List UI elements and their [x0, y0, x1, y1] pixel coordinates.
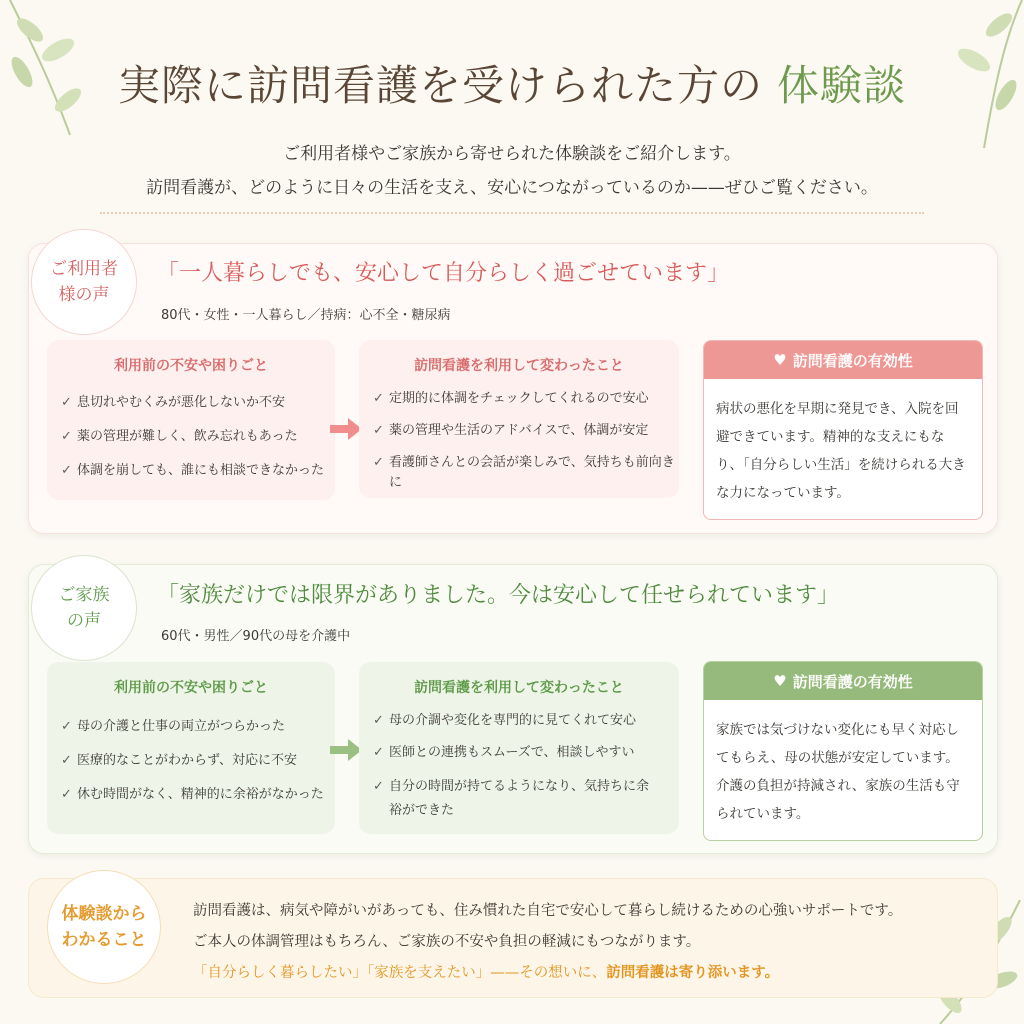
check-icon: ✓: [373, 423, 384, 438]
user-meta: 80代・女性・一人暮らし／持病：心不全・糖尿病: [161, 308, 451, 323]
family-before-box: [47, 662, 335, 834]
family-voice-badge: [31, 555, 137, 661]
title-main: 実際に訪問看護を受けられた方の: [117, 61, 763, 110]
title-accent: 体験談: [777, 61, 907, 110]
user-badge-line-1: ご利用者: [50, 259, 118, 279]
family-before-title: 利用前の不安や困りごと: [114, 680, 268, 696]
family-meta: 60代・男性／90代の母を介護中: [161, 629, 351, 644]
user-after-title: 訪問看護を利用して変わったこと: [414, 358, 624, 374]
check-icon: ✓: [373, 713, 384, 728]
user-effect-header: [704, 341, 982, 379]
intro-line-2: 訪問看護が、どのように日々の生活を支え、安心につながっているのか——ぜひご覧ください。: [146, 178, 878, 198]
summary-line-3-a: 「自分らしく暮らしたい」「家族を支えたい」——その想いに、: [193, 965, 607, 981]
family-after-box: [359, 662, 679, 834]
list-item: ✓ 自分の時間が持てるようになり、気持ちに余裕ができた: [373, 775, 679, 823]
family-badge-line-2: の声: [67, 611, 101, 631]
family-quote: 「家族だけでは限界がありました。今は安心して任せられています」: [157, 583, 840, 608]
check-icon: ✓: [61, 753, 72, 768]
check-icon: ✓: [61, 719, 72, 734]
list-item: ✓ 薬の管理や生活のアドバイスで、体調が安定: [373, 421, 679, 441]
list-item: ✓ 休む時間がなく、精神的に余裕がなかった: [61, 785, 335, 805]
family-after-title: 訪問看護を利用して変わったこと: [414, 680, 624, 696]
check-icon: ✓: [373, 745, 384, 760]
check-icon: ✓: [61, 429, 72, 444]
page-title: [0, 58, 1024, 114]
check-icon: ✓: [61, 395, 72, 410]
check-icon: ✓: [61, 463, 72, 478]
user-effect-text: 病状の悪化を早期に発見でき、入院を回避できています。精神的な支えにもなり、「自分らしい生活」を続けられる大きな力になっています。: [716, 401, 966, 501]
family-effect-text: 家族では気づけない変化にも早く対応してもらえ、母の状態が安定しています。介護の負担が持減され、家族の生活も守られています。: [716, 722, 960, 822]
list-item: ✓ 看護師さんとの会話が楽しみで、気持ちも前向きに: [373, 455, 675, 490]
user-before-title: 利用前の不安や困りごと: [114, 358, 268, 374]
heart-icon: ♥: [773, 351, 787, 369]
heart-icon: ♥: [773, 672, 787, 690]
user-effect-title: 訪問看護の有効性: [792, 351, 913, 370]
list-item: ✓ 母の介調や変化を専門的に見てくれて安心: [373, 711, 679, 731]
user-badge-line-2: 様の声: [58, 285, 110, 305]
divider: [100, 212, 924, 214]
summary-badge-line-1: 体験談から: [61, 904, 147, 924]
family-badge-line-1: ご家族: [58, 585, 110, 605]
arrow-right-icon: [330, 739, 362, 761]
family-effect-header: [704, 662, 982, 700]
summary-text: [193, 896, 902, 989]
family-effect-title: 訪問看護の有効性: [792, 672, 913, 691]
check-icon: ✓: [373, 391, 384, 406]
summary-line-3: [193, 958, 902, 989]
summary-line-3-b: 訪問看護は寄り添います。: [606, 965, 780, 981]
list-item: ✓ 息切れやむくみが悪化しないか不安: [61, 393, 335, 413]
list-item: ✓ 薬の管理が難しく、飲み忘れもあった: [61, 427, 335, 447]
arrow-right-icon: [330, 418, 362, 440]
user-after-box: [359, 340, 679, 498]
summary-line-2: ご本人の体調管理はもちろん、ご家族の不安や負担の軽減にもつながります。: [193, 934, 701, 950]
list-item: ✓ 定期的に体調をチェックしてくれるので安心: [373, 389, 679, 409]
summary-badge: [47, 870, 161, 984]
check-icon: ✓: [373, 779, 384, 794]
summary-line-1: 訪問看護は、病気や障がいがあっても、住み慣れた自宅で安心して暮らし続けるための心強いサポートです。: [193, 903, 903, 919]
user-voice-badge: [31, 229, 137, 335]
check-icon: ✓: [373, 455, 384, 470]
check-icon: ✓: [61, 787, 72, 802]
list-item: ✓ 体調を崩しても、誰にも相談できなかった: [61, 461, 335, 481]
intro-text: [0, 137, 1024, 205]
list-item: ✓ 医師との連携もスムーズで、相談しやすい: [373, 743, 679, 763]
list-item: ✓ 母の介護と仕事の両立がつらかった: [61, 717, 335, 737]
list-item: ✓ 医療的なことがわからず、対応に不安: [61, 751, 335, 771]
user-effect-box: [703, 340, 983, 520]
family-effect-box: [703, 661, 983, 841]
intro-line-1: ご利用者様やご家族から寄せられた体験談をご紹介します。: [283, 144, 741, 164]
user-before-box: [47, 340, 335, 500]
summary-badge-line-2: わかること: [61, 930, 147, 950]
user-quote: 「一人暮らしでも、安心して自分らしく過ごせています」: [157, 261, 730, 286]
